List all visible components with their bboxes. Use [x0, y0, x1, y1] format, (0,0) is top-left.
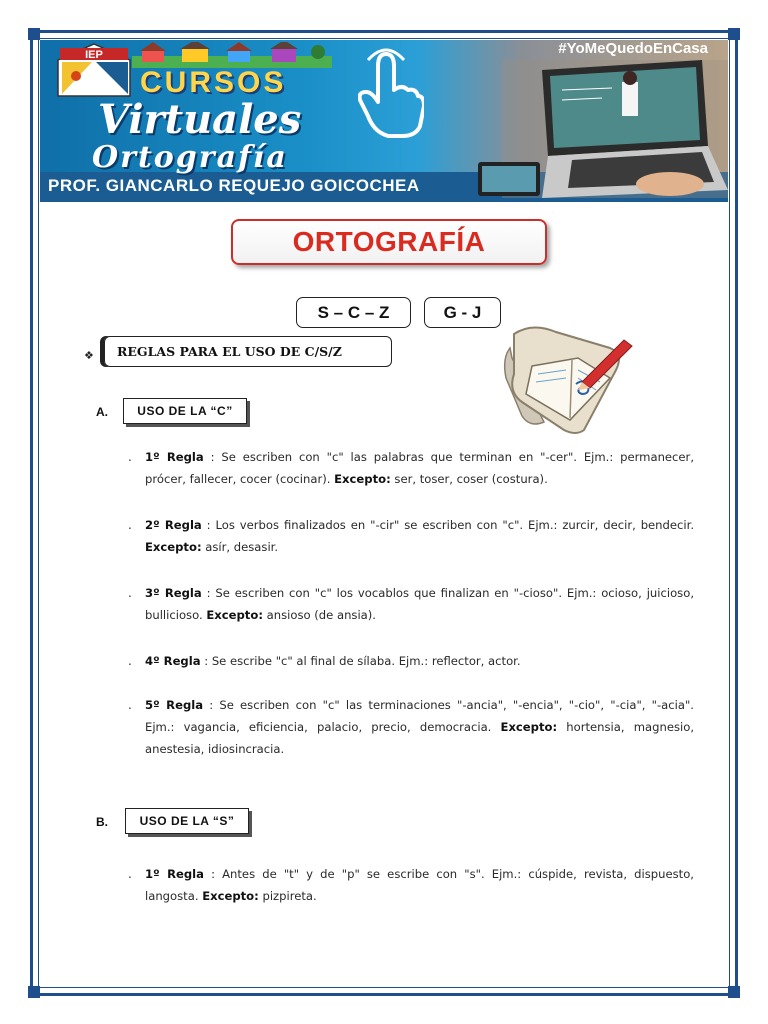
- rules-section-header: REGLAS PARA EL USO DE C/S/Z: [104, 336, 392, 367]
- rule-b1: 1º Regla : Antes de "t" y de "p" se escribe con "s". Ejm.: cúspide, revista, dispuesto, langosta. Excepto: pizpireta.: [145, 867, 694, 903]
- rule-bullet: .: [128, 654, 132, 668]
- section-b-letter: B.: [96, 815, 108, 829]
- page-title: ORTOGRAFÍA: [292, 226, 486, 257]
- border-corner: [728, 28, 740, 40]
- rule-bullet: .: [128, 518, 132, 532]
- rule-a1: 1º Regla : Se escriben con "c" las palabras que terminan en "-cer". Ejm.: permanecer, prócer, fallecer, cocer (cocinar). Excepto: ser, toser, coser (costura).: [145, 450, 695, 486]
- logo-text: IEP: [85, 49, 103, 61]
- notebook-pen-illustration: [492, 318, 642, 436]
- rule-a5: 5º Regla : Se escriben con "c" las terminaciones "-ancia", "-encia", "-cio", "-cia", "-acia". Ejm.: vagancia, eficiencia, palacio, precio, democracia. Excepto: hortensia, magnesio, anestesia, idiosincracia.: [145, 698, 695, 756]
- border-corner: [28, 28, 40, 40]
- section-a-label: USO DE LA “C”: [123, 398, 247, 424]
- header-banner: [40, 40, 728, 202]
- border-corner: [28, 986, 40, 998]
- houses-illustration: [132, 42, 332, 68]
- virtuales-title: Virtuales: [98, 96, 302, 143]
- diamond-bullet-icon: ❖: [84, 349, 94, 362]
- page-title-box: [231, 219, 547, 265]
- pointing-hand-icon: [358, 46, 424, 138]
- rule-bullet: .: [128, 698, 132, 712]
- border-corner: [728, 986, 740, 998]
- cursos-title: CURSOS: [140, 66, 287, 99]
- rule-a3: 3º Regla : Se escriben con "c" los vocablos que finalizan en "-cioso". Ejm.: ocioso, juicioso, bullicioso. Excepto: ansioso (de ansia).: [145, 586, 695, 622]
- topic-pill-gj: G - J: [424, 297, 501, 328]
- school-logo: [56, 42, 132, 98]
- rule-a2: 2º Regla : Los verbos finalizados en "-cir" se escriben con "c". Ejm.: zurcir, decir, bendecir. Excepto: asír, desasir.: [145, 518, 695, 554]
- rule-bullet: .: [128, 586, 132, 600]
- rule-bullet: .: [128, 867, 132, 881]
- course-script-title: Ortografía: [92, 140, 288, 175]
- teacher-name: PROF. GIANCARLO REQUEJO GOICOCHEA: [48, 176, 420, 195]
- rule-a4: 4º Regla : Se escribe "c" al final de sílaba. Ejm.: reflector, actor.: [145, 654, 521, 668]
- section-a-letter: A.: [96, 405, 108, 419]
- topic-pill-szc: S – C – Z: [296, 297, 411, 328]
- hashtag-text: #YoMeQuedoEnCasa: [558, 40, 708, 57]
- tablet-illustration: [476, 160, 542, 198]
- rule-bullet: .: [128, 450, 132, 464]
- section-b-label: USO DE LA “S”: [125, 808, 249, 834]
